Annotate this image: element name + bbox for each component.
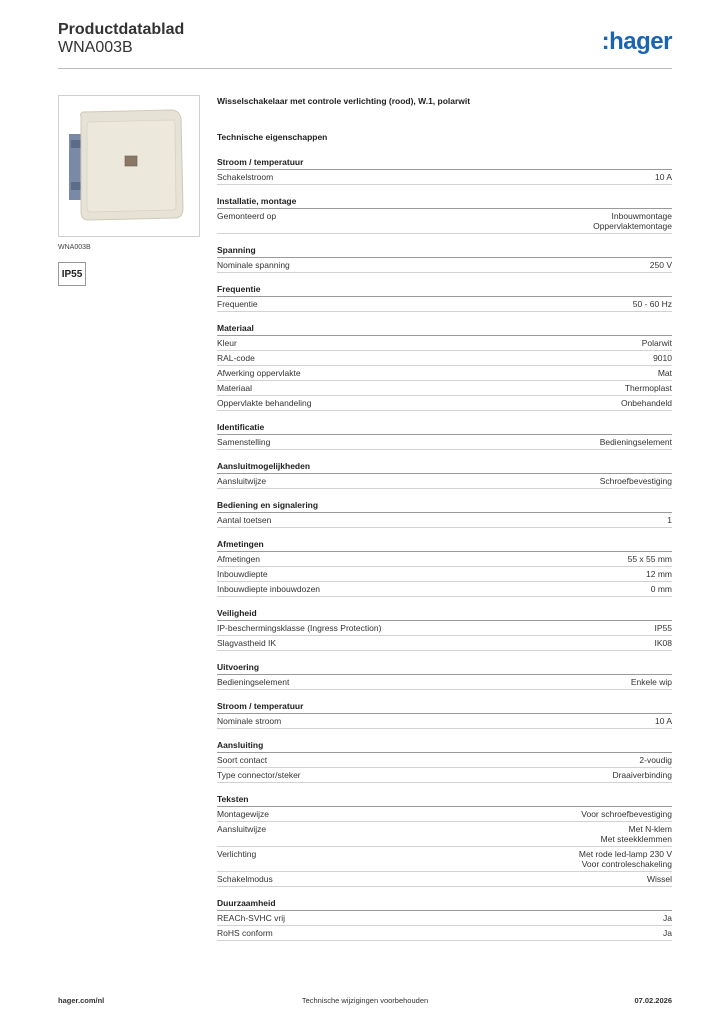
spec-section bbox=[217, 500, 672, 528]
spec-row bbox=[217, 552, 672, 567]
spec-row bbox=[217, 297, 672, 312]
footer-date: 07.02.2026 bbox=[634, 996, 672, 1005]
spec-label: Inbouwdiepte bbox=[217, 569, 268, 579]
section-heading: Spanning bbox=[217, 245, 672, 258]
spec-label: RoHS conform bbox=[217, 928, 273, 938]
spec-label: Slagvastheid IK bbox=[217, 638, 277, 648]
spec-value bbox=[625, 383, 672, 393]
spec-row bbox=[217, 170, 672, 185]
spec-label: Inbouwdiepte inbouwdozen bbox=[217, 584, 321, 594]
section-heading: Duurzaamheid bbox=[217, 898, 672, 911]
spec-value-line: Voor controleschakeling bbox=[581, 859, 672, 869]
spec-row bbox=[217, 209, 672, 234]
spec-value bbox=[642, 338, 672, 348]
spec-label: Bedieningselement bbox=[217, 677, 290, 687]
spec-value bbox=[579, 849, 672, 869]
header bbox=[58, 20, 672, 57]
spec-value-line: Thermoplast bbox=[624, 383, 672, 393]
spec-label: Aansluitwijze bbox=[217, 476, 267, 486]
spec-row bbox=[217, 336, 672, 351]
spec-label: Gemonteerd op bbox=[217, 211, 277, 221]
spec-row bbox=[217, 366, 672, 381]
product-description: Wisselschakelaar met controle verlichting (rood), W.1, polarwit bbox=[217, 96, 471, 106]
spec-row bbox=[217, 768, 672, 783]
spec-section bbox=[217, 662, 672, 690]
spec-row bbox=[217, 258, 672, 273]
spec-value-line: 250 V bbox=[649, 260, 672, 270]
product-image bbox=[58, 95, 200, 237]
spec-value bbox=[621, 398, 672, 408]
spec-row bbox=[217, 753, 672, 768]
spec-row bbox=[217, 872, 672, 887]
spec-row bbox=[217, 381, 672, 396]
section-heading: Uitvoering bbox=[217, 662, 672, 675]
spec-section bbox=[217, 196, 672, 234]
spec-label: Verlichting bbox=[217, 849, 257, 859]
spec-label: Kleur bbox=[217, 338, 237, 348]
spec-value bbox=[655, 716, 672, 726]
spec-section bbox=[217, 422, 672, 450]
document-title: Productdatablad bbox=[58, 21, 185, 38]
spec-label: Oppervlakte behandeling bbox=[217, 398, 312, 408]
spec-value bbox=[663, 928, 672, 938]
spec-label: Soort contact bbox=[217, 755, 268, 765]
spec-value-line: Onbehandeld bbox=[620, 398, 672, 408]
spec-value-line: 55 x 55 mm bbox=[627, 554, 672, 564]
spec-value-line: 1 bbox=[667, 515, 672, 525]
section-heading: Bediening en signalering bbox=[217, 500, 672, 513]
spec-value bbox=[601, 824, 672, 844]
spec-row bbox=[217, 582, 672, 597]
switch-image-icon bbox=[59, 96, 199, 236]
spec-value bbox=[600, 476, 672, 486]
spec-value-line: Schroefbevestiging bbox=[599, 476, 672, 486]
spec-row bbox=[217, 396, 672, 411]
spec-value-line: Ja bbox=[663, 913, 672, 923]
spec-row bbox=[217, 675, 672, 690]
section-heading: Afmetingen bbox=[217, 539, 672, 552]
spec-value-line: Wissel bbox=[646, 874, 672, 884]
spec-section bbox=[217, 539, 672, 597]
spec-row bbox=[217, 807, 672, 822]
spec-value-line: 50 - 60 Hz bbox=[632, 299, 672, 309]
spec-value-line: IK08 bbox=[654, 638, 672, 648]
spec-row bbox=[217, 513, 672, 528]
ip-rating-badge: IP55 bbox=[58, 262, 86, 286]
footer-disclaimer: Technische wijzigingen voorbehouden bbox=[301, 996, 429, 1005]
spec-value bbox=[646, 569, 672, 579]
spec-row bbox=[217, 847, 672, 872]
spec-row bbox=[217, 636, 672, 651]
section-heading: Identificatie bbox=[217, 422, 672, 435]
spec-value-line: Inbouwmontage bbox=[611, 211, 672, 221]
image-caption: WNA003B bbox=[58, 244, 91, 251]
spec-label: Type connector/steker bbox=[217, 770, 301, 780]
spec-value-line: Polarwit bbox=[641, 338, 672, 348]
spec-value-line: Met rode led-lamp 230 V bbox=[578, 849, 672, 859]
spec-row bbox=[217, 351, 672, 366]
spec-value bbox=[655, 638, 673, 648]
spec-row bbox=[217, 435, 672, 450]
spec-label: Afmetingen bbox=[217, 554, 260, 564]
section-heading: Teksten bbox=[217, 794, 672, 807]
spec-value-line: Enkele wip bbox=[630, 677, 672, 687]
spec-label: Materiaal bbox=[217, 383, 252, 393]
spec-row bbox=[217, 621, 672, 636]
spec-label: Nominale stroom bbox=[217, 716, 282, 726]
spec-value-line: Bedieningselement bbox=[599, 437, 672, 447]
spec-section bbox=[217, 898, 672, 941]
spec-label: Afwerking oppervlakte bbox=[217, 368, 301, 378]
section-heading: Stroom / temperatuur bbox=[217, 157, 672, 170]
section-heading: Stroom / temperatuur bbox=[217, 701, 672, 714]
spec-label: IP-beschermingsklasse (Ingress Protection) bbox=[217, 623, 382, 633]
spec-value bbox=[647, 874, 672, 884]
spec-section bbox=[217, 245, 672, 273]
spec-value-line: Voor schroefbevestiging bbox=[581, 809, 672, 819]
section-heading: Aansluitmogelijkheden bbox=[217, 461, 672, 474]
spec-label: REACh-SVHC vrij bbox=[217, 913, 286, 923]
spec-value-line: Met N-klem bbox=[628, 824, 672, 834]
spec-value-line: Met steekklemmen bbox=[600, 834, 672, 844]
spec-row bbox=[217, 911, 672, 926]
spec-value-line: IP55 bbox=[654, 623, 672, 633]
spec-value bbox=[639, 755, 672, 765]
spec-value bbox=[655, 623, 673, 633]
spec-value bbox=[593, 211, 672, 231]
spec-section bbox=[217, 284, 672, 312]
spec-section bbox=[217, 740, 672, 783]
section-heading: Veiligheid bbox=[217, 608, 672, 621]
spec-row bbox=[217, 714, 672, 729]
spec-label: RAL-code bbox=[217, 353, 255, 363]
spec-value-line: Oppervlaktemontage bbox=[593, 221, 672, 231]
spec-label: Schakelmodus bbox=[217, 874, 273, 884]
spec-section bbox=[217, 461, 672, 489]
spec-value-line: Draaiverbinding bbox=[612, 770, 672, 780]
spec-label: Samenstelling bbox=[217, 437, 271, 447]
spec-section bbox=[217, 794, 672, 887]
spec-section bbox=[217, 701, 672, 729]
spec-value-line: 10 A bbox=[654, 716, 672, 726]
spec-row bbox=[217, 926, 672, 941]
spec-section bbox=[217, 608, 672, 651]
spec-value-line: 0 mm bbox=[650, 584, 672, 594]
spec-label: Nominale spanning bbox=[217, 260, 290, 270]
product-code: WNA003B bbox=[58, 39, 133, 56]
spec-value bbox=[658, 368, 672, 378]
spec-sections bbox=[217, 157, 672, 941]
spec-value bbox=[628, 554, 672, 564]
spec-value bbox=[663, 913, 672, 923]
spec-value bbox=[650, 260, 672, 270]
spec-label: Aansluitwijze bbox=[217, 824, 267, 834]
spec-label: Schakelstroom bbox=[217, 172, 274, 182]
spec-value bbox=[633, 299, 672, 309]
header-divider bbox=[58, 68, 672, 69]
spec-value bbox=[655, 172, 672, 182]
spec-value bbox=[653, 353, 672, 363]
spec-row bbox=[217, 474, 672, 489]
spec-value-line: 2-voudig bbox=[639, 755, 672, 765]
footer-website: hager.com/nl bbox=[58, 996, 105, 1005]
spec-value bbox=[651, 584, 672, 594]
hager-logo: :hager bbox=[601, 28, 672, 55]
section-heading: Aansluiting bbox=[217, 740, 672, 753]
spec-value-line: 9010 bbox=[653, 353, 672, 363]
section-heading: Installatie, montage bbox=[217, 196, 672, 209]
spec-section bbox=[217, 323, 672, 411]
spec-label: Montagewijze bbox=[217, 809, 269, 819]
spec-value bbox=[667, 515, 672, 525]
spec-value-line: 12 mm bbox=[646, 569, 672, 579]
section-heading: Materiaal bbox=[217, 323, 672, 336]
spec-value-line: Ja bbox=[663, 928, 672, 938]
spec-value bbox=[612, 770, 672, 780]
spec-value bbox=[581, 809, 672, 819]
section-heading: Frequentie bbox=[217, 284, 672, 297]
spec-row bbox=[217, 822, 672, 847]
spec-value-line: 10 A bbox=[654, 172, 672, 182]
spec-value bbox=[631, 677, 672, 687]
specifications bbox=[217, 96, 672, 941]
spec-value-line: Mat bbox=[657, 368, 672, 378]
spec-label: Frequentie bbox=[217, 299, 258, 309]
spec-label: Aantal toetsen bbox=[217, 515, 272, 525]
spec-value bbox=[600, 437, 672, 447]
technical-properties-title: Technische eigenschappen bbox=[217, 132, 328, 142]
spec-row bbox=[217, 567, 672, 582]
spec-section bbox=[217, 157, 672, 185]
